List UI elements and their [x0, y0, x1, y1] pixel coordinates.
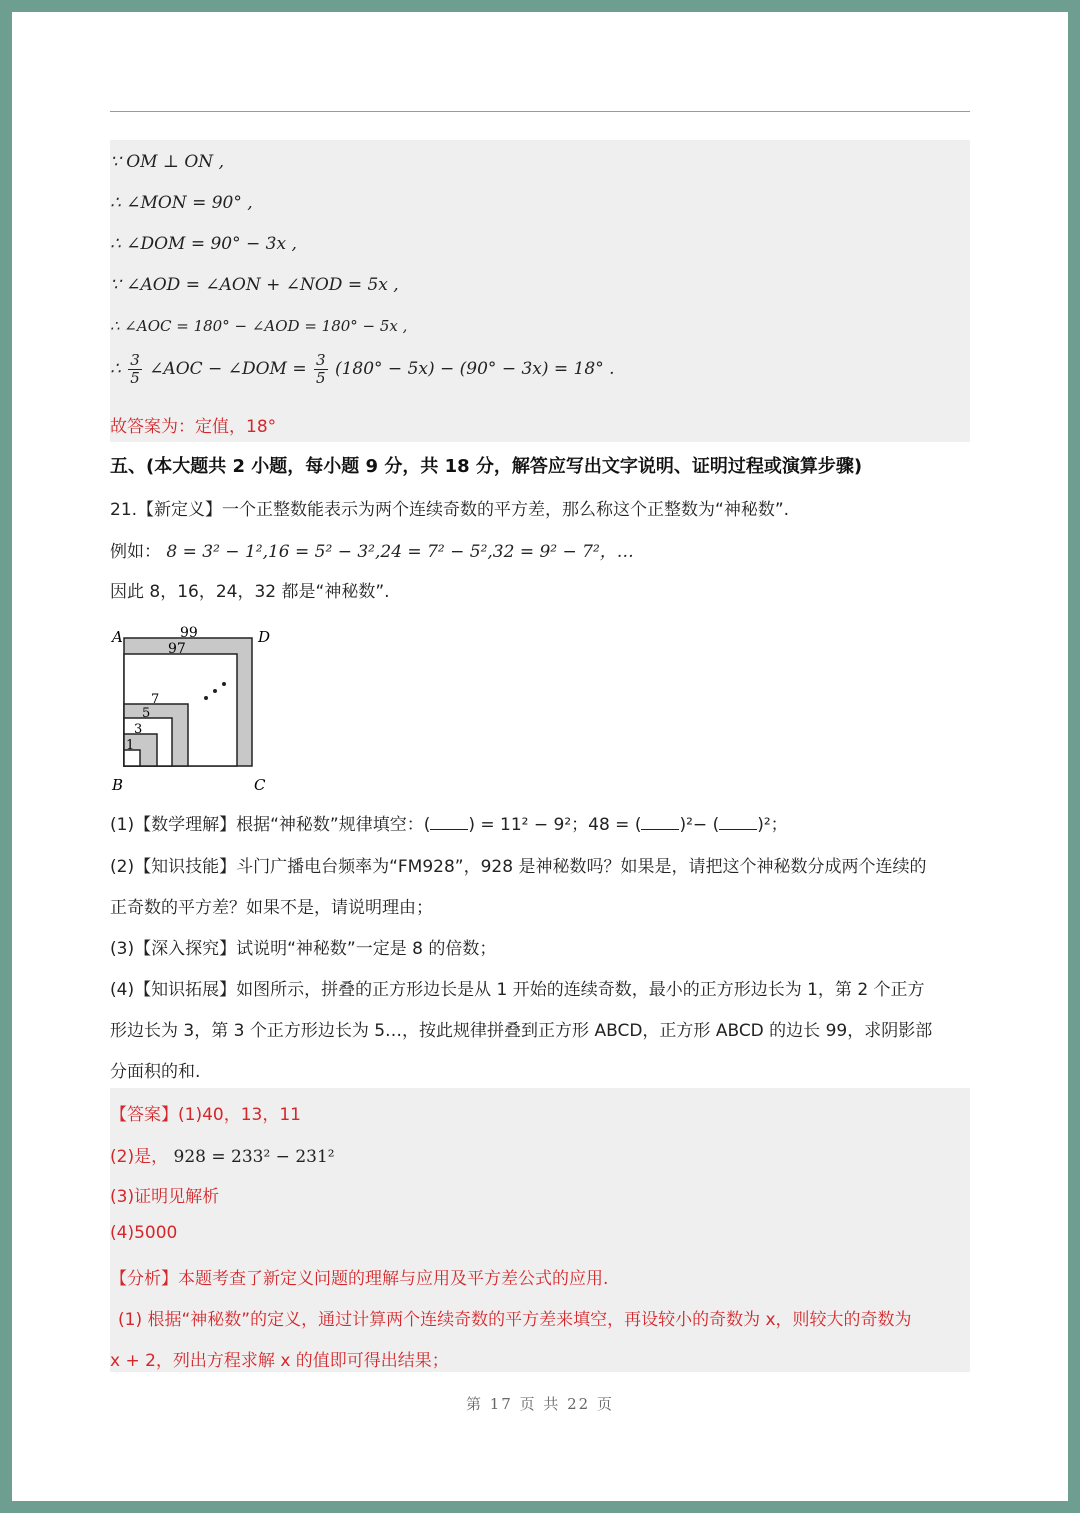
frac-num: 3	[130, 351, 140, 369]
fill-blank[interactable]	[719, 815, 757, 830]
example-line	[110, 537, 634, 562]
fill-blank[interactable]	[430, 815, 468, 830]
label-D: D	[258, 628, 271, 646]
sq1-text-d: )²；	[757, 815, 788, 835]
fraction-3-5-b	[314, 352, 328, 387]
label-A: A	[112, 628, 123, 646]
header-rule	[110, 111, 970, 112]
question-intro: 21.【新定义】一个正整数能表示为两个连续奇数的平方差，那么称这个正整数为“神秘数”.	[110, 500, 790, 520]
example-math: 8 = 3² − 1²,16 = 5² − 3²,24 = 7² − 5²,32 = 9² − 7²，…	[166, 542, 634, 562]
equation-mid: ∠AOC − ∠DOM =	[149, 359, 307, 379]
therefore-symbol: ∴	[110, 359, 121, 379]
frac-den: 5	[130, 369, 140, 387]
label-7: 7	[151, 692, 160, 707]
answer-tag: 【答案】	[110, 1105, 178, 1125]
fraction-3-5	[128, 352, 142, 387]
label-C: C	[254, 776, 266, 794]
label-B: B	[112, 776, 124, 794]
answer-2-math: 928 = 233² − 231²	[173, 1147, 335, 1167]
solution-line-2: ∴ ∠MON = 90° ,	[110, 193, 253, 213]
subquestion-4a: (4)【知识拓展】如图所示，拼叠的正方形边长是从 1 开始的连续奇数，最小的正方形边长为 1，第 2 个正方	[110, 980, 925, 1000]
nested-squares-figure	[110, 618, 290, 796]
solution-line-1: ∵ OM ⊥ ON ,	[110, 152, 224, 172]
answer-1	[110, 1100, 301, 1125]
answer-3: (3)证明见解析	[110, 1187, 220, 1207]
answer-1-text: (1)40，13，11	[178, 1105, 301, 1125]
solution-line-6	[110, 352, 615, 387]
subquestion-4c: 分面积的和.	[110, 1062, 201, 1082]
therefore-line: 因此 8，16，24，32 都是“神秘数”.	[110, 582, 390, 602]
equation-end: (180° − 5x) − (90° − 3x) = 18° .	[334, 359, 615, 379]
answer-2	[110, 1142, 335, 1167]
page-footer: 第 17 页 共 22 页	[465, 1395, 614, 1413]
label-5: 5	[142, 706, 151, 721]
analysis-heading: 【分析】本题考查了新定义问题的理解与应用及平方差公式的应用.	[110, 1269, 609, 1289]
label-97: 97	[168, 641, 186, 657]
analysis-1a: (1) 根据“神秘数”的定义，通过计算两个连续奇数的平方差来填空，再设较小的奇数为 x，则较大的奇数为	[118, 1310, 912, 1330]
answer-2-prefix: (2)是，	[110, 1147, 169, 1167]
example-label: 例如：	[110, 542, 161, 562]
answer-line: 故答案为：定值，18°	[110, 417, 277, 437]
answer-4: (4)5000	[110, 1223, 178, 1243]
fill-blank[interactable]	[641, 815, 679, 830]
frac-num: 3	[315, 351, 326, 369]
sq1-text: (1)【数学理解】根据“神秘数”规律填空：(	[110, 815, 431, 835]
solution-line-4: ∵ ∠AOD = ∠AON + ∠NOD = 5x ,	[110, 275, 399, 295]
subquestion-1	[110, 810, 788, 835]
section-heading: 五、(本大题共 2 小题，每小题 9 分，共 18 分，解答应写出文字说明、证明过程或演算步骤)	[110, 456, 863, 477]
label-1: 1	[126, 738, 135, 753]
subquestion-4b: 形边长为 3，第 3 个正方形边长为 5…，按此规律拼叠到正方形 ABCD，正方形 ABCD 的边长 99，求阴影部	[110, 1021, 933, 1041]
subquestion-2b: 正奇数的平方差？如果不是，请说明理由；	[110, 898, 433, 918]
subquestion-3: (3)【深入探究】试说明“神秘数”一定是 8 的倍数；	[110, 939, 497, 959]
ellipsis-dot	[204, 696, 208, 700]
sq1-text-c: )²− (	[679, 815, 720, 835]
solution-line-5: ∴ ∠AOC = 180° − ∠AOD = 180° − 5x ,	[110, 317, 408, 335]
label-99: 99	[180, 625, 198, 641]
label-3: 3	[134, 722, 143, 737]
document-page	[12, 12, 1068, 1501]
frac-den: 5	[315, 369, 326, 387]
subquestion-2a: (2)【知识技能】斗门广播电台频率为“FM928”，928 是神秘数吗？如果是，请把这个神秘数分成两个连续的	[110, 857, 927, 877]
ellipsis-dot	[222, 682, 226, 686]
solution-line-3: ∴ ∠DOM = 90° − 3x ,	[110, 234, 297, 254]
ellipsis-dot	[213, 689, 217, 693]
sq1-text-b: ) = 11² − 9²；48 = (	[468, 815, 642, 835]
analysis-1b: x + 2，列出方程求解 x 的值即可得出结果；	[110, 1351, 449, 1371]
